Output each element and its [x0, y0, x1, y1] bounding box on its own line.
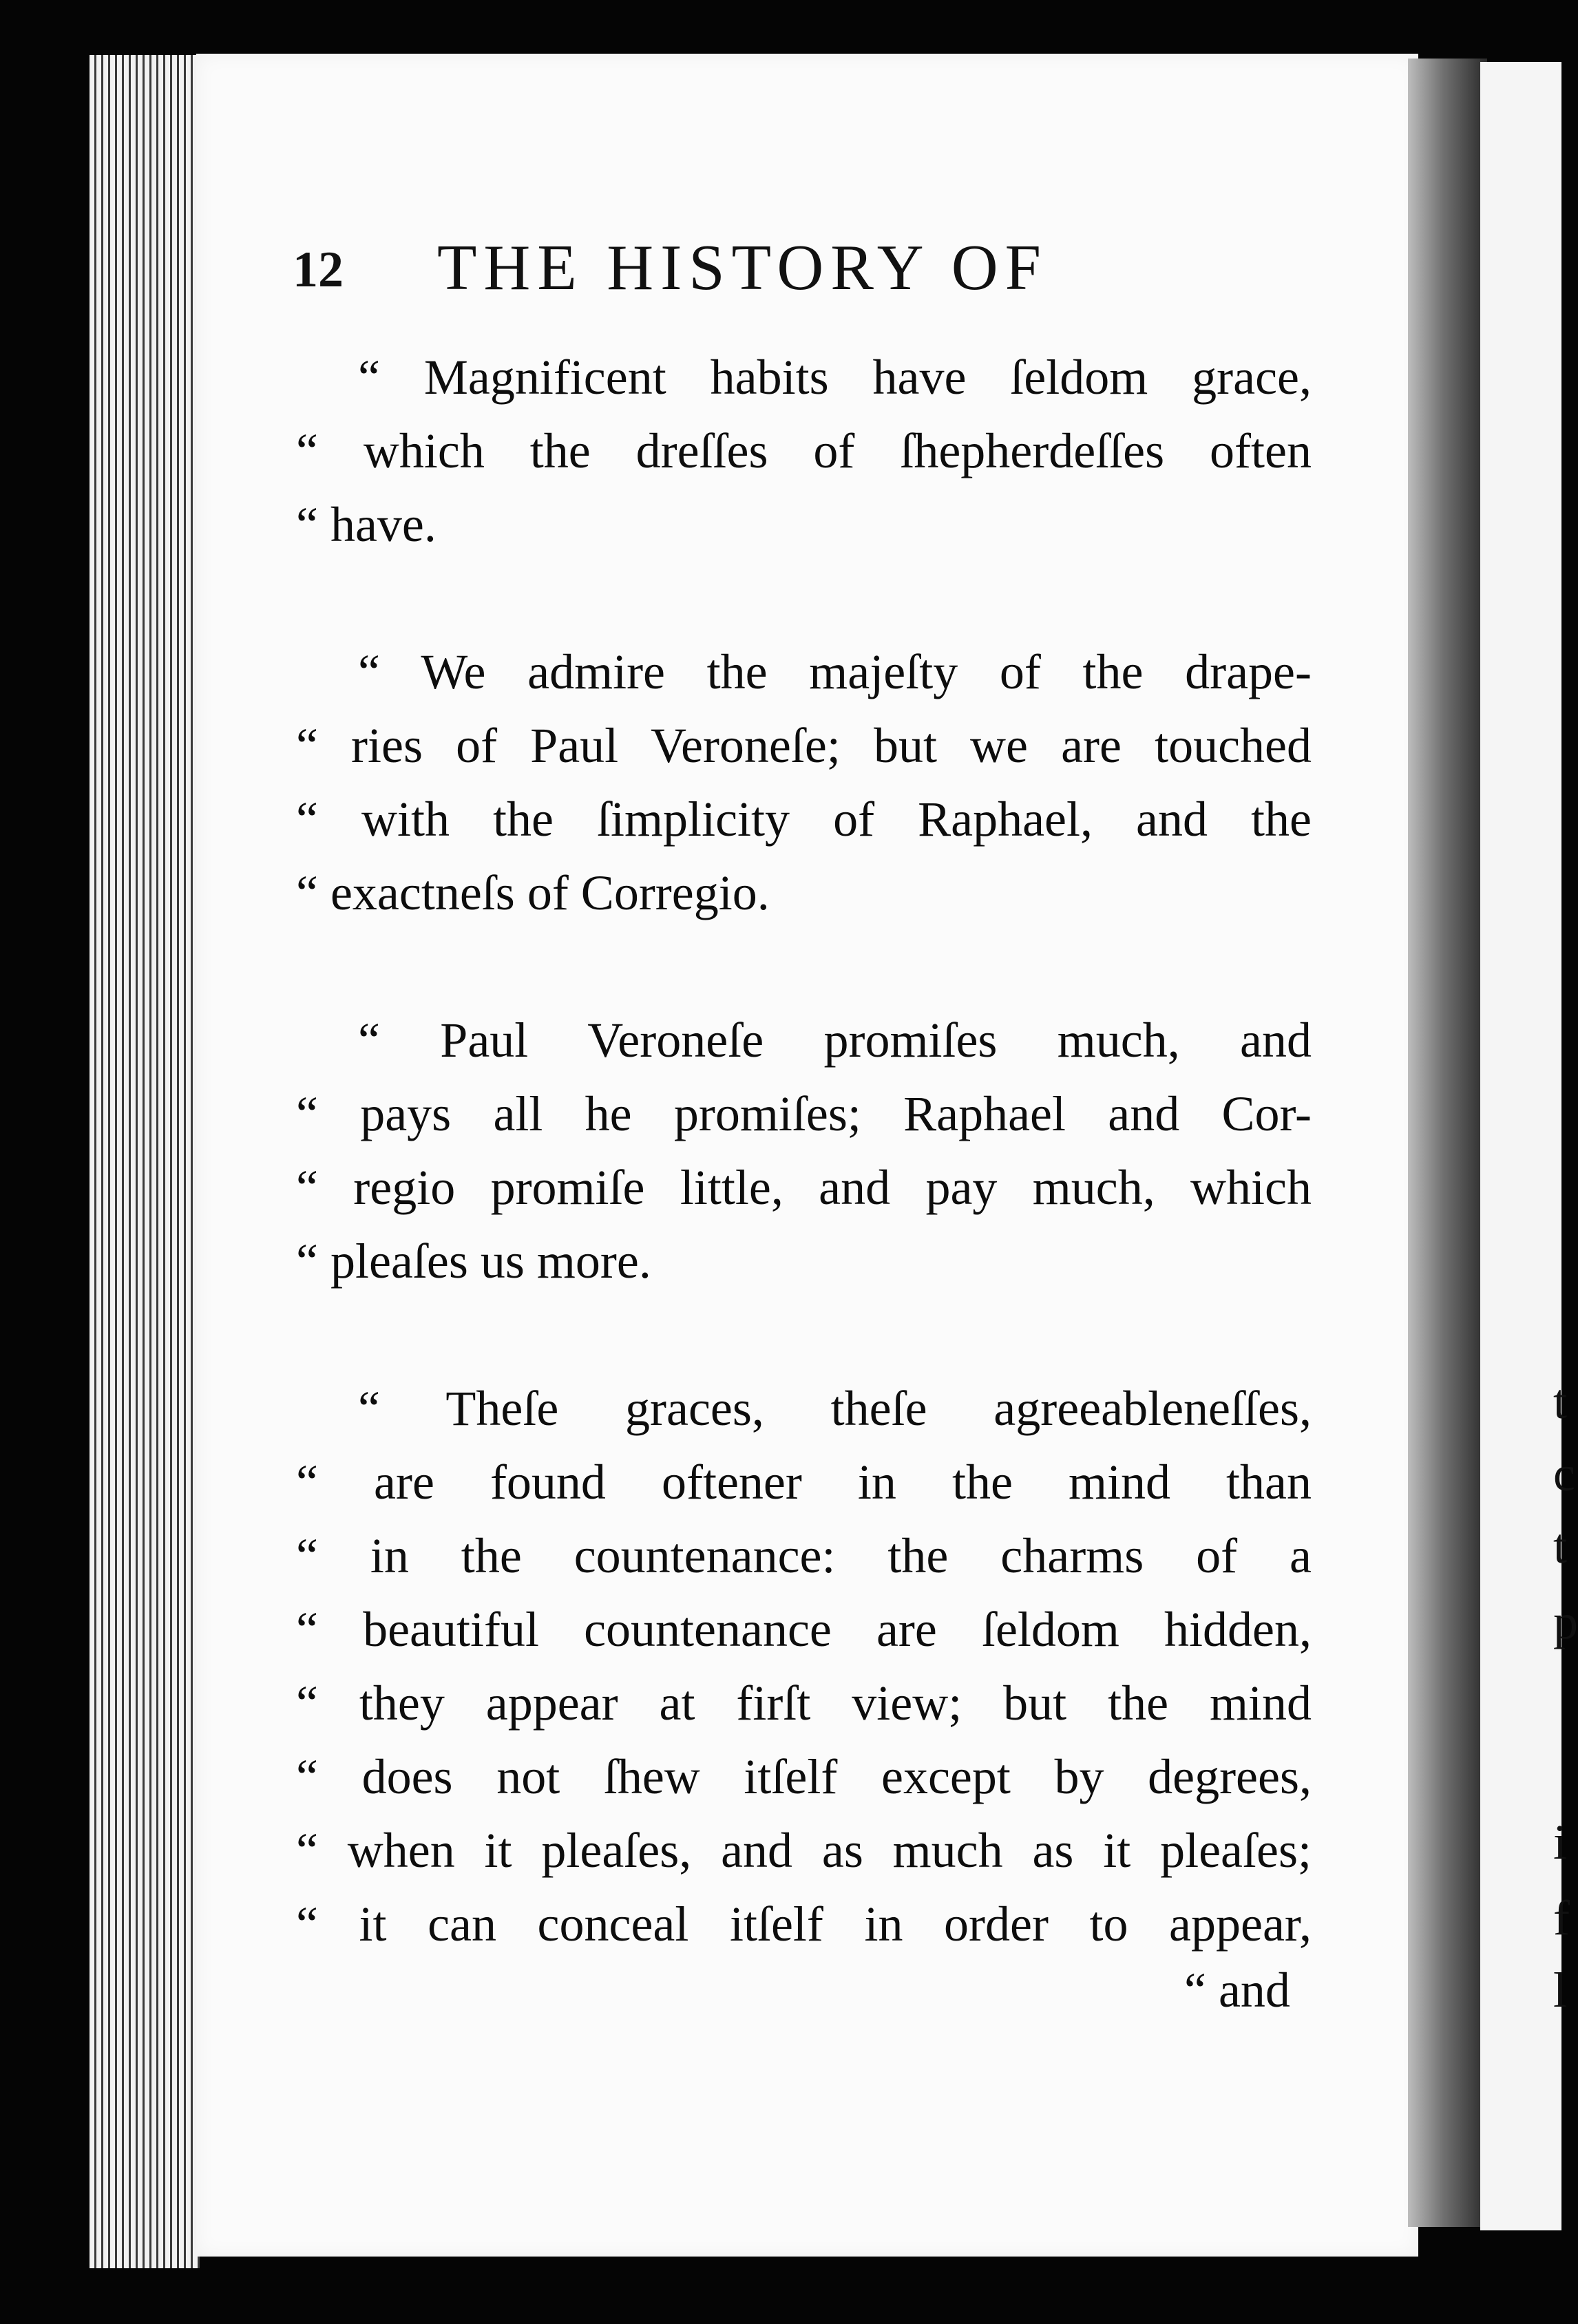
text-line: “ We admire the majeſty of the drape-: [358, 644, 1312, 699]
running-header: [293, 231, 1325, 306]
body-text: [296, 341, 1312, 2035]
next-page-fragment: f: [1553, 1890, 1570, 1945]
next-page-edge: [1480, 62, 1578, 2230]
text-line: “ pleaſes us more.: [296, 1234, 651, 1289]
text-line: “ have.: [296, 497, 436, 552]
page-number: 12: [293, 242, 344, 298]
text-line: “ regio promiſe little, and pay much, which: [296, 1160, 1312, 1215]
running-title: THE HISTORY OF: [437, 232, 1048, 304]
text-line: “ with the ſimplicity of Raphael, and the: [296, 792, 1312, 847]
next-page-fragment: t: [1553, 1519, 1568, 1574]
text-line: “ when it pleaſes, and as much as it pleaſes;: [296, 1823, 1312, 1878]
next-page-fragment: l: [1553, 1963, 1568, 2018]
text-line: “ in the countenance: the charms of a: [296, 1528, 1312, 1583]
text-line: “ Paul Veroneſe promiſes much, and: [358, 1013, 1312, 1068]
text-line: “ beautiful countenance are ſeldom hidden,: [296, 1602, 1312, 1657]
text-line: “ they appear at firſt view; but the mind: [296, 1676, 1312, 1731]
text-line: “ Magnificent habits have ſeldom grace,: [358, 350, 1312, 405]
paragraph: [296, 1372, 1312, 1961]
text-line: “ Theſe graces, theſe agreeableneſſes,: [358, 1381, 1312, 1436]
next-page-fragment: c: [1553, 1446, 1575, 1501]
paragraph: [296, 635, 1312, 930]
catchword: “ and: [1184, 1963, 1290, 2018]
next-page-fragment: p: [1553, 1594, 1578, 1649]
text-line: “ it can conceal itſelf in order to appear,: [296, 1897, 1312, 1952]
book-gutter: [1408, 59, 1487, 2227]
paragraph: [296, 341, 1312, 562]
text-line: “ does not ſhew itſelf except by degrees,: [296, 1749, 1312, 1804]
page-edges: [90, 55, 200, 2268]
next-page-fragment: i: [1553, 1815, 1568, 1870]
next-page-fragment: t: [1553, 1374, 1568, 1429]
text-line: “ which the dreſſes of ſhepherdeſſes often: [296, 423, 1312, 478]
text-line: “ exactneſs of Corregio.: [296, 865, 770, 920]
text-line: “ pays all he promiſes; Raphael and Cor-: [296, 1086, 1312, 1141]
paragraph: [296, 1004, 1312, 1298]
text-line: “ are found oftener in the mind than: [296, 1455, 1312, 1510]
text-line: “ ries of Paul Veroneſe; but we are touched: [296, 718, 1312, 773]
